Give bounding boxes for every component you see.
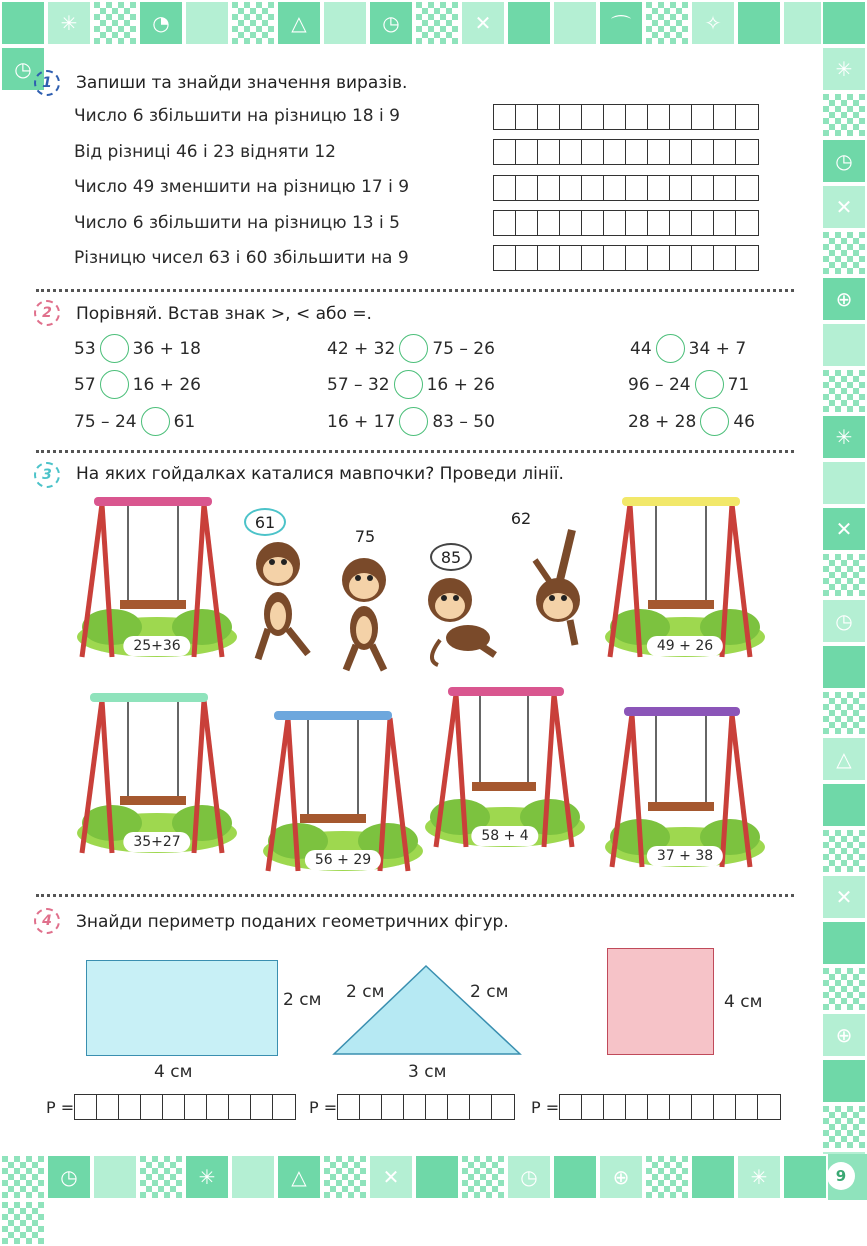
swing-expression: 35+27 bbox=[123, 832, 190, 852]
decor-tile bbox=[0, 1154, 46, 1200]
decorative-border-right bbox=[821, 0, 867, 1200]
monkey[interactable] bbox=[238, 534, 318, 664]
decor-tile bbox=[0, 0, 46, 46]
sign-circle[interactable] bbox=[394, 370, 423, 399]
comparison-item bbox=[74, 407, 195, 436]
comparison-left: 42 + 32 bbox=[327, 338, 396, 359]
decor-tile: ✧ bbox=[690, 0, 736, 46]
decor-tile bbox=[230, 1154, 276, 1200]
sign-circle[interactable] bbox=[656, 334, 685, 363]
comparison-right: 46 bbox=[733, 411, 755, 432]
answer-grid[interactable] bbox=[493, 245, 759, 271]
comparison-right: 16 + 26 bbox=[426, 374, 495, 395]
comparison-right: 83 – 50 bbox=[432, 411, 495, 432]
decor-tile bbox=[184, 0, 230, 46]
decor-tile bbox=[821, 552, 867, 598]
perimeter-answer-grid[interactable] bbox=[74, 1094, 296, 1120]
comparison-right: 71 bbox=[727, 374, 750, 395]
comparison-item bbox=[74, 334, 201, 363]
comparison-right: 34 + 7 bbox=[688, 338, 747, 359]
decor-tile bbox=[460, 1154, 506, 1200]
comparison-left: 75 – 24 bbox=[74, 411, 137, 432]
expression-item: Число 6 збільшити на різницю 13 і 5 bbox=[74, 213, 400, 233]
decor-tile: ◷ bbox=[506, 1154, 552, 1200]
task-number-2: 2 bbox=[34, 300, 60, 326]
comparison-left: 28 + 28 bbox=[628, 411, 697, 432]
decor-tile bbox=[690, 1154, 736, 1200]
decor-tile bbox=[821, 1104, 867, 1150]
monkey[interactable] bbox=[520, 520, 600, 650]
decor-tile bbox=[821, 368, 867, 414]
comparison-right: 16 + 26 bbox=[132, 374, 201, 395]
comparison-item bbox=[628, 407, 755, 436]
swing[interactable] bbox=[420, 682, 590, 852]
answer-grid[interactable] bbox=[493, 139, 759, 165]
comparison-left: 53 bbox=[74, 338, 96, 359]
divider bbox=[36, 289, 794, 292]
task-1-title: Запиши та знайди значення виразів. bbox=[76, 73, 408, 93]
swing[interactable] bbox=[72, 688, 242, 858]
decor-tile bbox=[821, 230, 867, 276]
decor-tile: ⊕ bbox=[598, 1154, 644, 1200]
perimeter-label: Р = bbox=[531, 1098, 560, 1117]
decor-tile: ✳ bbox=[821, 46, 867, 92]
monkey-illustration bbox=[324, 550, 404, 680]
page-number: 9 bbox=[827, 1162, 855, 1190]
decor-tile: ✕ bbox=[368, 1154, 414, 1200]
sign-circle[interactable] bbox=[399, 334, 428, 363]
comparison-right: 36 + 18 bbox=[132, 338, 201, 359]
expression-item: Число 6 збільшити на різницю 18 і 9 bbox=[74, 106, 400, 126]
sign-circle[interactable] bbox=[399, 407, 428, 436]
comparison-left: 57 bbox=[74, 374, 96, 395]
decor-tile bbox=[644, 0, 690, 46]
decor-tile: △ bbox=[276, 1154, 322, 1200]
comparison-item bbox=[630, 334, 746, 363]
expression-item: Число 49 зменшити на різницю 17 і 9 bbox=[74, 177, 410, 197]
task-3-title: На яких гойдалках каталися мавпочки? Проведи лінії. bbox=[76, 464, 564, 484]
decor-tile bbox=[821, 644, 867, 690]
decor-tile bbox=[92, 1154, 138, 1200]
sign-circle[interactable] bbox=[141, 407, 170, 436]
decor-tile: △ bbox=[821, 736, 867, 782]
answer-grid[interactable] bbox=[493, 104, 759, 130]
swing-expression: 58 + 4 bbox=[471, 826, 538, 846]
monkey-illustration bbox=[520, 520, 600, 650]
comparison-left: 44 bbox=[630, 338, 652, 359]
decor-tile: ✕ bbox=[460, 0, 506, 46]
sign-circle[interactable] bbox=[100, 370, 129, 399]
decor-tile bbox=[552, 1154, 598, 1200]
decor-tile: △ bbox=[276, 0, 322, 46]
decor-tile bbox=[821, 0, 867, 46]
decor-tile bbox=[322, 1154, 368, 1200]
comparison-right: 61 bbox=[173, 411, 196, 432]
rectangle-side-label: 4 см bbox=[154, 1062, 193, 1082]
decor-tile bbox=[821, 1058, 867, 1104]
decor-tile bbox=[821, 690, 867, 736]
rectangle-side-label: 2 см bbox=[283, 990, 322, 1010]
decor-tile bbox=[821, 920, 867, 966]
decor-tile: ✳ bbox=[821, 414, 867, 460]
monkey-number-bubble: 75 bbox=[344, 522, 386, 550]
swing-expression: 37 + 38 bbox=[647, 846, 723, 866]
decorative-border-top bbox=[0, 0, 867, 81]
divider bbox=[36, 894, 794, 897]
divider bbox=[36, 450, 794, 453]
decor-tile bbox=[821, 460, 867, 506]
answer-grid[interactable] bbox=[493, 175, 759, 201]
comparison-item bbox=[74, 370, 201, 399]
swing-expression: 56 + 29 bbox=[305, 850, 381, 870]
decor-tile: ⌒ bbox=[598, 0, 644, 46]
decor-tile bbox=[821, 322, 867, 368]
decor-tile: ✕ bbox=[821, 506, 867, 552]
expression-item: Від різниці 46 і 23 відняти 12 bbox=[74, 142, 336, 162]
decor-tile: ✕ bbox=[821, 874, 867, 920]
perimeter-label: Р = bbox=[309, 1098, 338, 1117]
comparison-item bbox=[628, 370, 749, 399]
swing[interactable] bbox=[600, 492, 770, 662]
decor-tile: ◔ bbox=[138, 0, 184, 46]
perimeter-answer-grid[interactable] bbox=[559, 1094, 781, 1120]
decor-tile bbox=[92, 0, 138, 46]
swing[interactable] bbox=[258, 706, 428, 876]
triangle-shape bbox=[330, 962, 524, 1056]
task-2-title: Порівняй. Встав знак >, < або =. bbox=[76, 304, 372, 324]
comparison-left: 16 + 17 bbox=[327, 411, 396, 432]
comparison-left: 57 – 32 bbox=[327, 374, 390, 395]
decor-tile bbox=[230, 0, 276, 46]
decor-tile: ◷ bbox=[821, 598, 867, 644]
sign-circle[interactable] bbox=[100, 334, 129, 363]
swing[interactable] bbox=[72, 492, 242, 662]
decorative-border-bottom bbox=[0, 1154, 867, 1200]
comparison-right: 75 – 26 bbox=[432, 338, 495, 359]
swing[interactable] bbox=[600, 702, 770, 872]
decor-tile bbox=[138, 1154, 184, 1200]
worksheet bbox=[0, 42, 821, 1154]
swing-expression: 49 + 26 bbox=[647, 636, 723, 656]
expression-item: Різницю чисел 63 і 60 збільшити на 9 bbox=[74, 248, 409, 268]
perimeter-answer-grid[interactable] bbox=[337, 1094, 515, 1120]
task-4-title: Знайди периметр поданих геометричних фігур. bbox=[76, 912, 509, 932]
decor-tile bbox=[736, 0, 782, 46]
decor-tile bbox=[0, 1200, 46, 1246]
decor-tile bbox=[821, 828, 867, 874]
decor-tile: ✳ bbox=[46, 0, 92, 46]
monkey[interactable] bbox=[324, 550, 404, 680]
triangle-side-label: 2 см bbox=[470, 982, 509, 1002]
task-number-1: 1 bbox=[34, 70, 60, 96]
triangle-side-label: 2 см bbox=[346, 982, 385, 1002]
decor-tile: ✕ bbox=[821, 184, 867, 230]
decor-tile: ⊕ bbox=[821, 1012, 867, 1058]
monkey-number-bubble: 62 bbox=[500, 504, 542, 532]
decor-tile bbox=[821, 966, 867, 1012]
perimeter-label: Р = bbox=[46, 1098, 75, 1117]
decor-tile bbox=[644, 1154, 690, 1200]
sign-circle[interactable] bbox=[695, 370, 724, 399]
monkey-illustration bbox=[238, 534, 318, 664]
decor-tile: ✳ bbox=[736, 1154, 782, 1200]
comparison-item bbox=[327, 370, 495, 399]
decor-tile: ⊕ bbox=[821, 276, 867, 322]
monkey-illustration bbox=[420, 570, 500, 700]
answer-grid[interactable] bbox=[493, 210, 759, 236]
decor-tile: ✳ bbox=[184, 1154, 230, 1200]
swing-expression: 25+36 bbox=[123, 636, 190, 656]
decor-tile bbox=[506, 0, 552, 46]
decor-tile bbox=[782, 1154, 828, 1200]
monkey-number-bubble: 85 bbox=[430, 543, 472, 571]
decor-tile: ◷ bbox=[368, 0, 414, 46]
decor-tile: ◷ bbox=[0, 46, 46, 92]
decor-tile bbox=[322, 0, 368, 46]
rectangle-shape bbox=[86, 960, 278, 1056]
comparison-item bbox=[327, 407, 495, 436]
decor-tile bbox=[552, 0, 598, 46]
decor-tile bbox=[414, 1154, 460, 1200]
comparison-left: 96 – 24 bbox=[628, 374, 691, 395]
monkey[interactable] bbox=[420, 570, 500, 700]
square-side-label: 4 см bbox=[724, 992, 763, 1012]
task-number-3: 3 bbox=[34, 462, 60, 488]
decor-tile: ◷ bbox=[46, 1154, 92, 1200]
task-number-4: 4 bbox=[34, 908, 60, 934]
triangle-side-label: 3 см bbox=[408, 1062, 447, 1082]
decor-tile: ◷ bbox=[821, 138, 867, 184]
decor-tile bbox=[821, 782, 867, 828]
monkey-number-bubble: 61 bbox=[244, 508, 286, 536]
comparison-item bbox=[327, 334, 495, 363]
decor-tile bbox=[414, 0, 460, 46]
sign-circle[interactable] bbox=[700, 407, 729, 436]
decor-tile bbox=[821, 92, 867, 138]
square-shape bbox=[607, 948, 714, 1055]
